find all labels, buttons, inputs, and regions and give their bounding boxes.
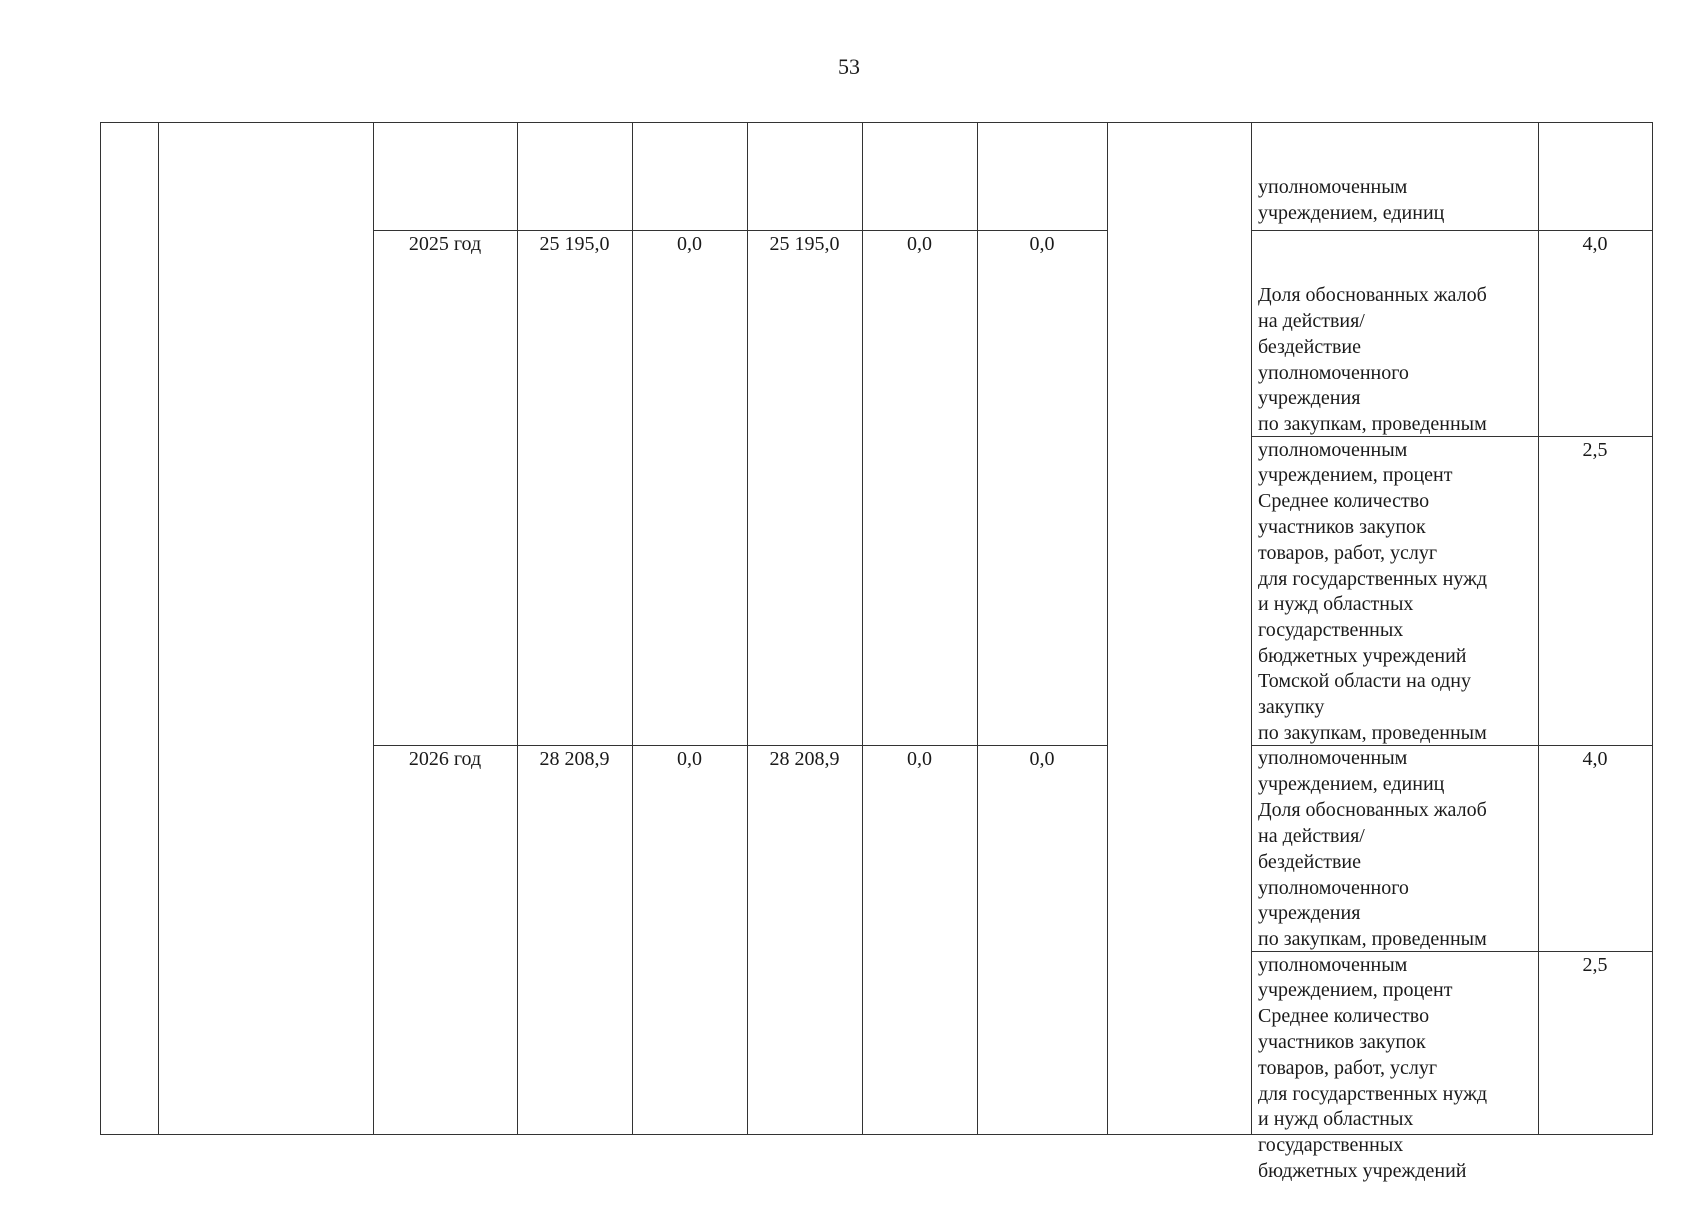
col-line (632, 122, 633, 1135)
total-cell: 28 208,9 (539, 748, 610, 770)
indicator-text: Среднее количество участников закупок товаров, работ, услуг для государственных нужд и нужд областных государственных бюджетных учреждений (1258, 1005, 1488, 1182)
indicator-text: Доля обоснованных жалоб на действия/ бездействие уполномоченного учреждения по закупкам, проведенным уполномоченным учреждением, процент (1258, 799, 1487, 1002)
total-cell: 25 195,0 (539, 233, 610, 255)
year-cell: 2025 год (408, 233, 482, 255)
value-cell: 0,0 (677, 233, 702, 255)
indicator-value: 2,5 (1582, 954, 1608, 976)
indicator-value: 2,5 (1582, 439, 1608, 461)
value-cell: 0,0 (1029, 233, 1055, 255)
col-line (100, 122, 101, 1135)
indicator-value: 4,0 (1582, 233, 1608, 255)
col-line (1538, 122, 1539, 1135)
col-line (158, 122, 159, 1135)
col-line (1652, 122, 1653, 1135)
indicator-text: Среднее количество участников закупок товаров, работ, услуг для государственных нужд и нужд областных государственных бюджетных учреждений Томской области на одну закупку по закупкам, проведенным уполномоченным учреждением, единиц (1258, 490, 1488, 796)
col-line (517, 122, 518, 1135)
page-number: 53 (838, 54, 860, 79)
table-border-top (100, 122, 1653, 123)
value-cell: 0,0 (907, 233, 932, 255)
value-cell: 25 195,0 (769, 233, 840, 255)
value-cell: 0,0 (1029, 748, 1055, 770)
value-cell: 0,0 (907, 748, 932, 770)
year-cell: 2026 год (408, 748, 482, 770)
value-cell: 0,0 (677, 748, 702, 770)
col-line (1107, 122, 1108, 1135)
indicator-text: уполномоченным учреждением, единиц (1258, 176, 1445, 225)
col-line (1251, 122, 1252, 1135)
value-cell: 28 208,9 (769, 748, 840, 770)
row-divider-year (373, 230, 1107, 231)
col-line (977, 122, 978, 1135)
row-divider-year (373, 745, 1107, 746)
indicator-text: Доля обоснованных жалоб на действия/ бездействие уполномоченного учреждения по закупкам, проведенным уполномоченным учреждением, процент (1258, 284, 1487, 487)
col-line (862, 122, 863, 1135)
indicator-value: 4,0 (1582, 748, 1608, 770)
col-line (747, 122, 748, 1135)
col-line (373, 122, 374, 1135)
